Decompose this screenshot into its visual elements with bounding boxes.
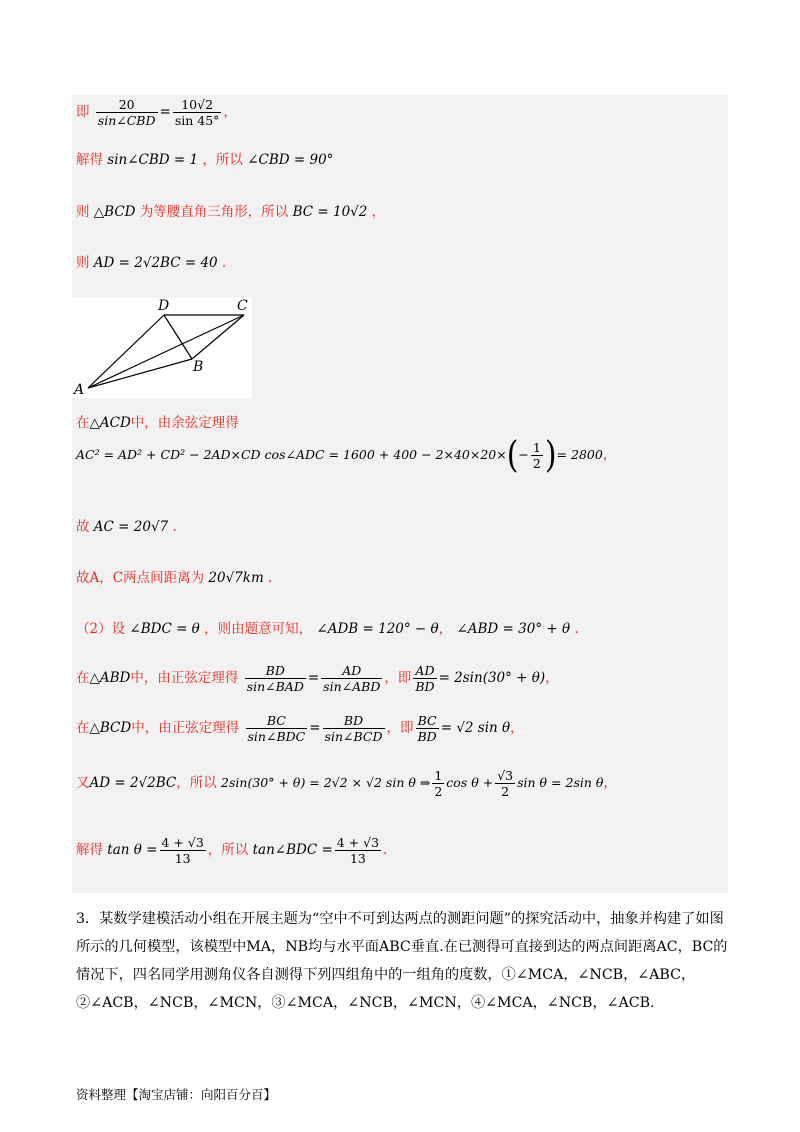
math: BC = 10√2 [292,204,368,220]
text: ，所以 [202,152,243,168]
math: ∠BDC = θ [129,621,200,637]
text: 中，由正弦定理得 [131,720,240,736]
punct: ， [545,670,559,686]
math: tan θ = [107,842,158,858]
math: sin∠CBD = 1 [107,152,199,168]
math: ∠ABD = 30° + θ [456,621,571,637]
solution-line-13 [76,835,387,866]
math: AC² = AD² + CD² − 2AD×CD cos∠ADC = 1600 + 400 − 2×40×20× [76,447,507,462]
math: △BCD [89,720,132,736]
solution-line-9 [76,617,579,637]
math: = 2sin(30° + θ) [438,670,546,686]
text: 在 [76,415,90,431]
text: ，即 [386,720,414,736]
solution-line-10: 在△ABD中，由正弦定理得 $\frac{BD}{\text{sin∠BAD}}$ = $\frac{AD}{\text{sin∠ABD}}$ ，即 $\frac{AD}{BD}$ = 2sin(30° + θ)， [76,663,559,694]
fraction [323,713,385,744]
problem-3: 3．某数学建模活动小组在开展主题为“空中不可到达两点的测距问题”的探究活动中，抽象并构建了如图所示的几何模型，该模型中MA，NB均与水平面ABC垂直.在已测得可直接到达的两点间距离AC，BC的情况下，四名同学用测角仪各自测得下列四组角中的一组角的度数，①∠MCA，∠NCB，∠ABC，②∠ACB，∠NCB，∠MCN，③∠MCA，∠NCB，∠MCN，④∠MCA，∠NCB，∠ACB. [76,911,728,1011]
solution-line-1: 即 $\frac{20}{\text{sin∠CBD}}$ = $\frac{10√2}{\sin 45^\circ}$ ， [76,97,237,128]
footer-source: 资料整理【淘宝店铺：向阳百分百】 [76,1087,277,1102]
fraction [321,663,382,694]
fraction [416,713,439,744]
fraction [335,835,381,866]
text: 在 [76,670,90,686]
label-c: C [237,298,248,314]
text: 则 [76,204,90,220]
denominator: sin∠BDC [247,729,306,744]
fraction [413,663,436,694]
denominator: 2 [532,456,541,471]
denominator: sin∠ABD [323,679,381,694]
numerator: AD [413,663,436,679]
punct: ， [510,720,524,736]
fraction [160,835,206,866]
math: ∠ADB = 120° − θ [316,621,439,637]
solution-line-8 [76,566,272,586]
solution-line-7 [76,515,177,535]
numerator: 10√2 [173,97,222,113]
text: 解得 [76,842,103,858]
fraction [246,713,308,744]
numerator: 20 [96,97,158,113]
math: AD = 2√2BC = 40 [93,255,218,271]
text: ，即 [384,670,412,686]
math: = 2800 [556,447,603,462]
punct: . [268,570,273,586]
text: ，所以 [176,775,217,791]
punct: . [383,842,388,858]
math: = √2 sin θ [440,720,511,736]
numerator: AD [321,663,382,679]
text: 中，由正弦定理得 [130,670,239,686]
label-b: B [193,359,204,375]
numerator: 4 + √3 [336,835,380,850]
math: sin θ = 2sin θ [517,775,604,790]
math: 20√7km [208,570,264,586]
numerator: √3 [497,768,514,783]
denominator: 2 [501,784,510,799]
punct: ， [438,621,453,637]
text: 中，由余弦定理得 [130,415,239,431]
fraction [96,97,158,128]
numerator: 4 + √3 [161,835,204,850]
text: 在 [76,720,90,736]
quadrilateral-figure [72,298,252,398]
denominator: BD [415,679,435,694]
numerator: BD [245,663,306,679]
solution-line-3 [76,200,385,220]
text: 则 [76,255,90,271]
punct: . [574,621,579,637]
solution-line-4 [76,251,226,271]
segment-db [164,315,192,359]
text: 为等腰直角三角形，所以 [139,204,289,220]
numerator: 1 [532,440,541,455]
denominator: sin 45° [174,113,220,128]
solution-line-5 [76,411,239,431]
punct: . [221,255,227,271]
denominator: sin∠BAD [246,679,304,694]
solution-line-11: 在△BCD中，由正弦定理得 $\frac{BC}{\text{sin∠BDC}}$ = $\frac{BD}{\text{sin∠BCD}}$ ，即 $\frac{BC}{BD}$ = √2 sin θ， [76,713,524,744]
segment-bc [192,315,244,359]
punct: ， [223,104,237,120]
denominator: 2 [434,784,443,799]
punct: . [172,519,177,535]
label-d: D [158,298,170,314]
text: ，所以 [207,842,249,858]
text: 解得 [76,152,103,168]
denominator: 13 [349,851,366,866]
numerator: BC [416,713,439,729]
math: 2sin(30° + θ) = 2√2 × √2 sin θ ⇒ [221,775,431,790]
solution-line-6: AC² = AD² + CD² − 2AD×CD cos∠ADC = 1600 + 400 − 2×40×20×(− $\frac{1}{2}$ )= 2800， [76,433,617,476]
denominator: 13 [174,851,191,866]
text: 又 [76,775,90,791]
text: 故A，C两点间距离为 [76,570,205,586]
fraction [495,768,515,799]
punct: ， [603,775,617,791]
segment-ac [88,315,244,388]
solution-line-12 [76,768,617,799]
fraction [245,663,306,694]
numerator: BD [323,713,385,729]
fraction [531,440,543,471]
math: tan∠BDC = [252,842,333,858]
denominator: sin∠BCD [324,729,383,744]
text: （2）设 [76,621,126,637]
denominator: sin∠CBD [97,113,156,128]
math: △BCD [93,204,136,220]
text: ，则由题意可知， [204,621,313,637]
denominator: BD [417,729,437,744]
numerator: 1 [434,768,443,783]
math: cos θ + [446,775,494,790]
math: ∠CBD = 90° [247,152,334,168]
math: AC = 20√7 [93,519,169,535]
math: △ACD [89,415,131,431]
fraction [173,97,222,128]
math: AD = 2√2BC [89,775,177,791]
punct: ， [371,204,386,220]
fraction [432,768,444,799]
text: 故 [76,519,90,535]
numerator: BC [246,713,308,729]
math: △ABD [89,670,131,686]
punct: ， [602,447,617,463]
label-a: A [74,382,85,398]
text: 即 [76,104,90,120]
solution-line-2 [76,148,333,168]
